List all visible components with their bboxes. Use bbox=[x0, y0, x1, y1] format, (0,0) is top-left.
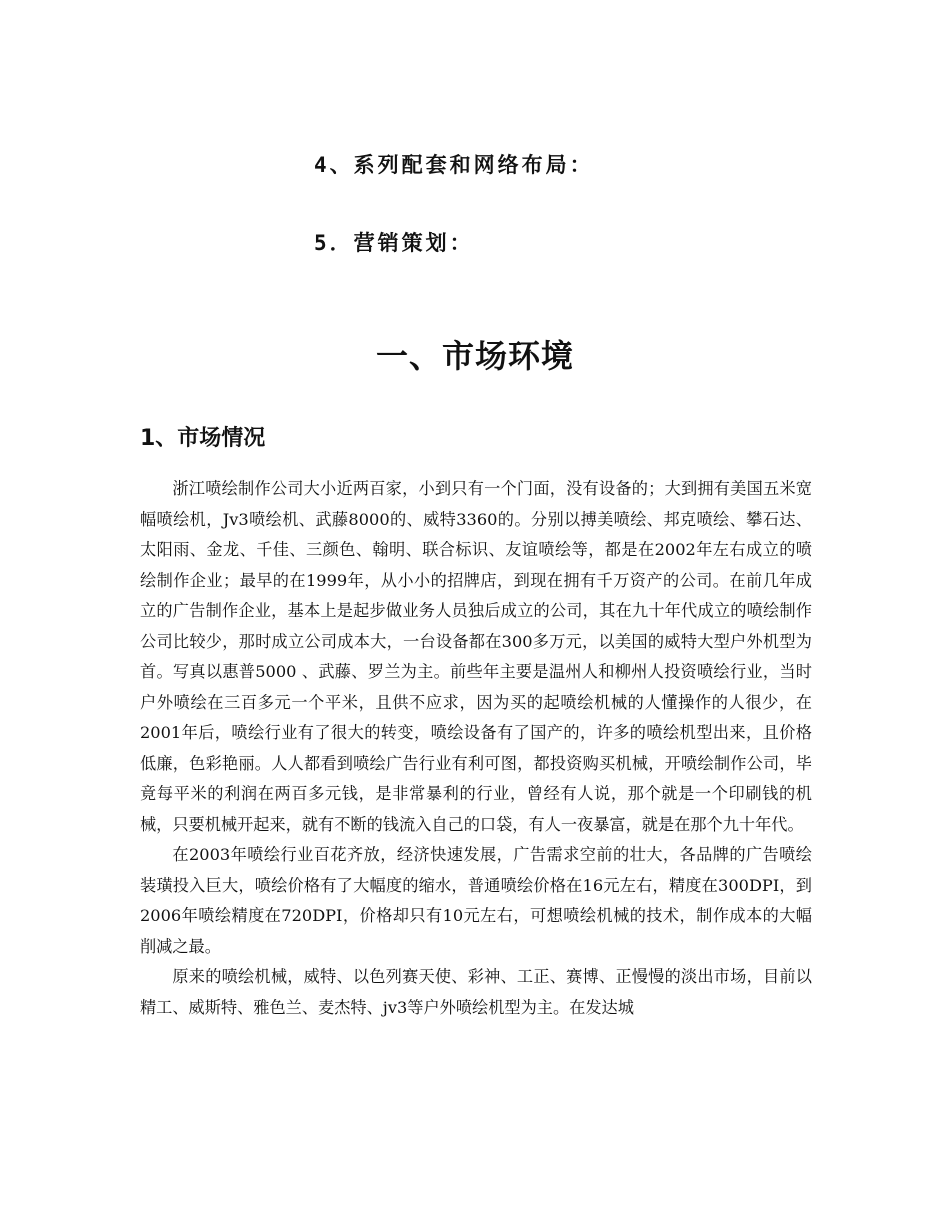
chapter-title: 一、市场环境 bbox=[375, 337, 574, 376]
paragraph: 在2003年喷绘行业百花齐放，经济快速发展，广告需求空前的壮大，各品牌的广告喷绘装璜投入巨大，喷绘价格有了大幅度的缩水，普通喷绘价格在16元左右，精度在300DPI，到2006年喷绘精度在720DPI，价格却只有10元左右，可想喷绘机械的技术，制作成本的大幅削减之最。 bbox=[140, 845, 812, 956]
toc-item-4: 4、系列配套和网络布局： bbox=[314, 153, 594, 177]
paragraph: 浙江喷绘制作公司大小近两百家，小到只有一个门面，没有设备的；大到拥有美国五米宽幅喷绘机，Jv3喷绘机、武藤8000的、威特3360的。分别以搏美喷绘、邦克喷绘、攀石达、太阳雨、金龙、千佳、三颜色、翰明、联合标识、友谊喷绘等，都是在2002年左右成立的喷绘制作企业；最早的在1999年，从小小的招牌店，到现在拥有千万资产的公司。在前几年成立的广告制作企业，基本上是起步做业务人员独后成立的公司，其在九十年代成立的喷绘制作公司比较少，那时成立公司成本大，一台设备都在300多万元，以美国的威特大型户外机型为首。写真以惠普5000 、武藤、罗兰为主。前些年主要是温州人和柳州人投资喷绘行业，当时户外喷绘在三百多元一个平米，且供不应求，因为买的起喷绘机械的人懂操作的人很少，在2001年后，喷绘行业有了很大的转变，喷绘设备有了国产的，许多的喷绘机型出来，且价格低廉，色彩艳丽。人人都看到喷绘广告行业有利可图，都投资购买机械，开喷绘制作公司，毕竟每平米的利润在两百多元钱，是非常暴利的行业，曾经有人说，那个就是一个印刷钱的机械，只要机械开起来，就有不断的钱流入自己的口袋，有人一夜暴富，就是在那个九十年代。 bbox=[140, 479, 812, 834]
toc-item-5: 5．营销策划： bbox=[314, 231, 474, 255]
section-title: 1、市场情况 bbox=[140, 426, 266, 452]
body-text bbox=[140, 474, 812, 1023]
paragraph: 原来的喷绘机械，威特、以色列赛天使、彩神、工正、赛博、正慢慢的淡出市场，目前以精工、威斯特、雅色兰、麦杰特、jv3等户外喷绘机型为主。在发达城 bbox=[140, 967, 812, 1017]
